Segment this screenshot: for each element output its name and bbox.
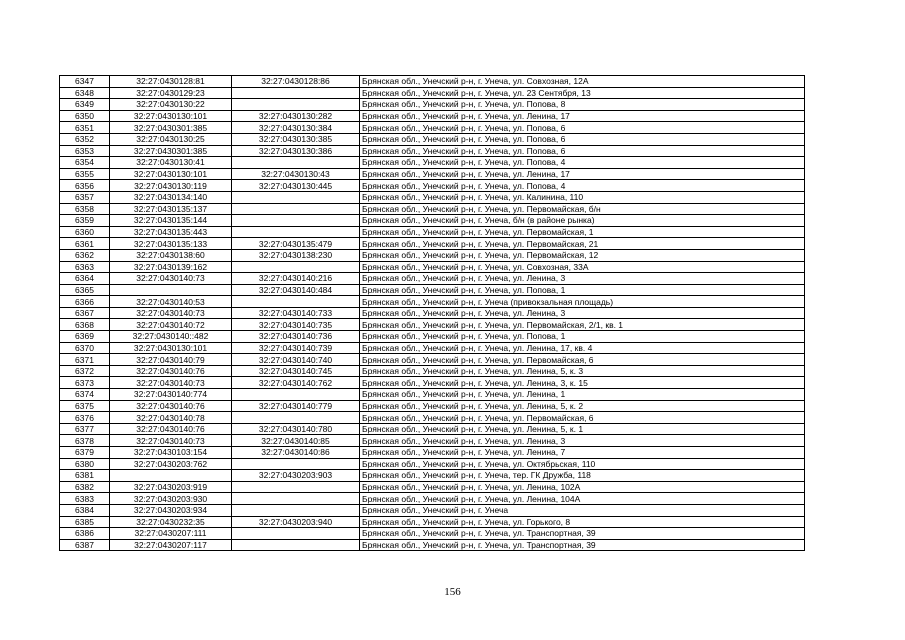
table-row: [60, 400, 805, 412]
address-cell: Брянская обл., Унечский р-н, г. Унеча, ул. Ленина, 17, кв. 4: [360, 342, 805, 354]
row-number-cell: 6381: [60, 470, 110, 482]
table-row: [60, 191, 805, 203]
address-cell: Брянская обл., Унечский р-н, г. Унеча, ул. Ленина, 1: [360, 389, 805, 401]
table-row: [60, 412, 805, 424]
row-number-cell: 6357: [60, 191, 110, 203]
cadastral-number-cell: 32:27:0430140:78: [110, 412, 232, 424]
cadastral-number-cell: 32:27:0430130:25: [110, 133, 232, 145]
related-cadastral-number-cell: 32:27:0430130:384: [232, 122, 360, 134]
address-cell: Брянская обл., Унечский р-н, г. Унеча, ул. Октябрьская, 110: [360, 458, 805, 470]
table-row: [60, 389, 805, 401]
table-row: [60, 122, 805, 134]
row-number-cell: 6371: [60, 354, 110, 366]
cadastral-number-cell: 32:27:0430232:35: [110, 516, 232, 528]
address-cell: Брянская обл., Унечский р-н, г. Унеча, ул. Попова, 6: [360, 145, 805, 157]
row-number-cell: 6362: [60, 249, 110, 261]
row-number-cell: 6370: [60, 342, 110, 354]
table-row: [60, 307, 805, 319]
page-number: 156: [444, 586, 461, 598]
related-cadastral-number-cell: 32:27:0430140:735: [232, 319, 360, 331]
table-row: [60, 168, 805, 180]
table-row: [60, 458, 805, 470]
address-cell: Брянская обл., Унечский р-н, г. Унеча, ул. Ленина, 102А: [360, 481, 805, 493]
table-row: [60, 528, 805, 540]
row-number-cell: 6360: [60, 226, 110, 238]
address-cell: Брянская обл., Унечский р-н, г. Унеча, ул. Первомайская, 1: [360, 226, 805, 238]
related-cadastral-number-cell: [232, 493, 360, 505]
row-number-cell: 6382: [60, 481, 110, 493]
address-cell: Брянская обл., Унечский р-н, г. Унеча, ул. Калинина, 110: [360, 191, 805, 203]
cadastral-number-cell: 32:27:0430140:73: [110, 307, 232, 319]
address-cell: Брянская обл., Унечский р-н, г. Унеча, ул. Ленина, 3: [360, 307, 805, 319]
cadastral-number-cell: 32:27:0430134:140: [110, 191, 232, 203]
row-number-cell: 6366: [60, 296, 110, 308]
address-cell: Брянская обл., Унечский р-н, г. Унеча, ул. Ленина, 104А: [360, 493, 805, 505]
row-number-cell: 6377: [60, 423, 110, 435]
row-number-cell: 6356: [60, 180, 110, 192]
related-cadastral-number-cell: 32:27:0430140:216: [232, 273, 360, 285]
related-cadastral-number-cell: 32:27:0430140:484: [232, 284, 360, 296]
table-row: [60, 516, 805, 528]
row-number-cell: 6365: [60, 284, 110, 296]
cadastral-number-cell: 32:27:0430140:72: [110, 319, 232, 331]
table-row: [60, 539, 805, 551]
cadastral-number-cell: 32:27:0430140:76: [110, 365, 232, 377]
address-cell: Брянская обл., Унечский р-н, г. Унеча, ул. Ленина, 17: [360, 168, 805, 180]
address-cell: Брянская обл., Унечский р-н, г. Унеча, ул. Ленина, 5, к. 3: [360, 365, 805, 377]
related-cadastral-number-cell: [232, 99, 360, 111]
row-number-cell: 6347: [60, 76, 110, 88]
table-row: [60, 110, 805, 122]
table-row: [60, 504, 805, 516]
row-number-cell: 6350: [60, 110, 110, 122]
cadastral-number-cell: [110, 284, 232, 296]
address-cell: Брянская обл., Унечский р-н, г. Унеча, ул. Попова, 4: [360, 157, 805, 169]
cadastral-number-cell: 32:27:0430130:101: [110, 342, 232, 354]
cadastral-number-cell: 32:27:0430135:133: [110, 238, 232, 250]
records-table-body: [60, 76, 805, 551]
table-row: [60, 145, 805, 157]
row-number-cell: 6359: [60, 215, 110, 227]
cadastral-number-cell: 32:27:0430139:162: [110, 261, 232, 273]
table-row: [60, 99, 805, 111]
row-number-cell: 6383: [60, 493, 110, 505]
row-number-cell: 6349: [60, 99, 110, 111]
row-number-cell: 6367: [60, 307, 110, 319]
address-cell: Брянская обл., Унечский р-н, г. Унеча, ул. Первомайская, 6: [360, 412, 805, 424]
table-row: [60, 296, 805, 308]
cadastral-number-cell: 32:27:0430130:41: [110, 157, 232, 169]
table-row: [60, 226, 805, 238]
cadastral-number-cell: 32:27:0430129:23: [110, 87, 232, 99]
related-cadastral-number-cell: 32:27:0430135:479: [232, 238, 360, 250]
table-row: [60, 215, 805, 227]
address-cell: Брянская обл., Унечский р-н, г. Унеча, ул. Ленина, 3: [360, 435, 805, 447]
row-number-cell: 6351: [60, 122, 110, 134]
related-cadastral-number-cell: [232, 157, 360, 169]
related-cadastral-number-cell: 32:27:0430140:779: [232, 400, 360, 412]
related-cadastral-number-cell: [232, 215, 360, 227]
table-row: [60, 470, 805, 482]
table-row: [60, 342, 805, 354]
cadastral-number-cell: 32:27:0430140:76: [110, 423, 232, 435]
related-cadastral-number-cell: [232, 261, 360, 273]
table-row: [60, 377, 805, 389]
related-cadastral-number-cell: [232, 412, 360, 424]
cadastral-number-cell: 32:27:0430140:79: [110, 354, 232, 366]
row-number-cell: 6374: [60, 389, 110, 401]
row-number-cell: 6386: [60, 528, 110, 540]
address-cell: Брянская обл., Унечский р-н, г. Унеча, ул. 23 Сентября, 13: [360, 87, 805, 99]
cadastral-number-cell: 32:27:0430140:76: [110, 400, 232, 412]
related-cadastral-number-cell: 32:27:0430128:86: [232, 76, 360, 88]
cadastral-number-cell: 32:27:0430140:73: [110, 273, 232, 285]
related-cadastral-number-cell: 32:27:0430203:903: [232, 470, 360, 482]
table-row: [60, 435, 805, 447]
address-cell: Брянская обл., Унечский р-н, г. Унеча, ул. Попова, 6: [360, 133, 805, 145]
address-cell: Брянская обл., Унечский р-н, г. Унеча, ул. Первомайская, 12: [360, 249, 805, 261]
table-row: [60, 365, 805, 377]
related-cadastral-number-cell: 32:27:0430203:940: [232, 516, 360, 528]
table-row: [60, 319, 805, 331]
related-cadastral-number-cell: 32:27:0430140:780: [232, 423, 360, 435]
row-number-cell: 6384: [60, 504, 110, 516]
address-cell: Брянская обл., Унечский р-н, г. Унеча, ул. Транспортная, 39: [360, 539, 805, 551]
table-row: [60, 354, 805, 366]
address-cell: Брянская обл., Унечский р-н, г. Унеча, б/н (в районе рынка): [360, 215, 805, 227]
cadastral-number-cell: 32:27:0430301:385: [110, 145, 232, 157]
cadastral-number-cell: 32:27:0430130:101: [110, 168, 232, 180]
row-number-cell: 6376: [60, 412, 110, 424]
address-cell: Брянская обл., Унечский р-н, г. Унеча, ул. Горького, 8: [360, 516, 805, 528]
related-cadastral-number-cell: 32:27:0430140:739: [232, 342, 360, 354]
related-cadastral-number-cell: 32:27:0430130:385: [232, 133, 360, 145]
address-cell: Брянская обл., Унечский р-н, г. Унеча, тер. ГК Дружба, 118: [360, 470, 805, 482]
row-number-cell: 6387: [60, 539, 110, 551]
address-cell: Брянская обл., Унечский р-н, г. Унеча, ул. Попова, 4: [360, 180, 805, 192]
table-row: [60, 157, 805, 169]
cadastral-number-cell: 32:27:0430203:930: [110, 493, 232, 505]
cadastral-number-cell: 32:27:0430203:762: [110, 458, 232, 470]
address-cell: Брянская обл., Унечский р-н, г. Унеча, ул. Первомайская, 6: [360, 354, 805, 366]
table-row: [60, 238, 805, 250]
related-cadastral-number-cell: 32:27:0430140:86: [232, 447, 360, 459]
row-number-cell: 6358: [60, 203, 110, 215]
cadastral-number-cell: 32:27:0430138:60: [110, 249, 232, 261]
address-cell: Брянская обл., Унечский р-н, г. Унеча, ул. Первомайская, б/н: [360, 203, 805, 215]
row-number-cell: 6361: [60, 238, 110, 250]
row-number-cell: 6352: [60, 133, 110, 145]
cadastral-number-cell: 32:27:0430207:111: [110, 528, 232, 540]
address-cell: Брянская обл., Унечский р-н, г. Унеча: [360, 504, 805, 516]
address-cell: Брянская обл., Унечский р-н, г. Унеча, ул. Ленина, 3: [360, 273, 805, 285]
related-cadastral-number-cell: 32:27:0430130:282: [232, 110, 360, 122]
row-number-cell: 6368: [60, 319, 110, 331]
row-number-cell: 6385: [60, 516, 110, 528]
related-cadastral-number-cell: [232, 296, 360, 308]
address-cell: Брянская обл., Унечский р-н, г. Унеча, ул. Совхозная, 33А: [360, 261, 805, 273]
cadastral-number-cell: 32:27:0430301:385: [110, 122, 232, 134]
address-cell: Брянская обл., Унечский р-н, г. Унеча, ул. Ленина, 5, к. 1: [360, 423, 805, 435]
cadastral-number-cell: 32:27:0430140:53: [110, 296, 232, 308]
related-cadastral-number-cell: 32:27:0430130:386: [232, 145, 360, 157]
related-cadastral-number-cell: [232, 528, 360, 540]
related-cadastral-number-cell: 32:27:0430138:230: [232, 249, 360, 261]
related-cadastral-number-cell: 32:27:0430140:733: [232, 307, 360, 319]
cadastral-number-cell: 32:27:0430103:154: [110, 447, 232, 459]
row-number-cell: 6373: [60, 377, 110, 389]
cadastral-number-cell: 32:27:0430128:81: [110, 76, 232, 88]
address-cell: Брянская обл., Унечский р-н, г. Унеча, ул. Ленина, 7: [360, 447, 805, 459]
address-cell: Брянская обл., Унечский р-н, г. Унеча (привокзальная площадь): [360, 296, 805, 308]
table-row: [60, 423, 805, 435]
cadastral-number-cell: 32:27:0430140:73: [110, 377, 232, 389]
related-cadastral-number-cell: 32:27:0430140:85: [232, 435, 360, 447]
cadastral-number-cell: 32:27:0430140:73: [110, 435, 232, 447]
address-cell: Брянская обл., Унечский р-н, г. Унеча, ул. Совхозная, 12А: [360, 76, 805, 88]
table-row: [60, 133, 805, 145]
related-cadastral-number-cell: 32:27:0430140:736: [232, 331, 360, 343]
related-cadastral-number-cell: [232, 389, 360, 401]
table-row: [60, 249, 805, 261]
cadastral-number-cell: 32:27:0430135:137: [110, 203, 232, 215]
cadastral-number-cell: 32:27:0430203:934: [110, 504, 232, 516]
address-cell: Брянская обл., Унечский р-н, г. Унеча, ул. Попова, 6: [360, 122, 805, 134]
related-cadastral-number-cell: 32:27:0430140:762: [232, 377, 360, 389]
related-cadastral-number-cell: 32:27:0430130:445: [232, 180, 360, 192]
row-number-cell: 6348: [60, 87, 110, 99]
address-cell: Брянская обл., Унечский р-н, г. Унеча, ул. Попова, 8: [360, 99, 805, 111]
address-cell: Брянская обл., Унечский р-н, г. Унеча, ул. Попова, 1: [360, 284, 805, 296]
address-cell: Брянская обл., Унечский р-н, г. Унеча, ул. Первомайская, 21: [360, 238, 805, 250]
row-number-cell: 6375: [60, 400, 110, 412]
address-cell: Брянская обл., Унечский р-н, г. Унеча, ул. Ленина, 5, к. 2: [360, 400, 805, 412]
row-number-cell: 6379: [60, 447, 110, 459]
related-cadastral-number-cell: 32:27:0430140:740: [232, 354, 360, 366]
table-row: [60, 284, 805, 296]
cadastral-number-cell: 32:27:0430207:117: [110, 539, 232, 551]
address-cell: Брянская обл., Унечский р-н, г. Унеча, ул. Транспортная, 39: [360, 528, 805, 540]
table-row: [60, 203, 805, 215]
table-row: [60, 76, 805, 88]
row-number-cell: 6364: [60, 273, 110, 285]
row-number-cell: 6380: [60, 458, 110, 470]
row-number-cell: 6372: [60, 365, 110, 377]
address-cell: Брянская обл., Унечский р-н, г. Унеча, ул. Ленина, 3, к. 15: [360, 377, 805, 389]
related-cadastral-number-cell: [232, 539, 360, 551]
related-cadastral-number-cell: [232, 191, 360, 203]
cadastral-number-cell: 32:27:0430130:101: [110, 110, 232, 122]
related-cadastral-number-cell: [232, 203, 360, 215]
cadastral-number-cell: 32:27:0430135:144: [110, 215, 232, 227]
row-number-cell: 6369: [60, 331, 110, 343]
table-row: [60, 273, 805, 285]
table-row: [60, 87, 805, 99]
cadastral-number-cell: 32:27:0430203:919: [110, 481, 232, 493]
related-cadastral-number-cell: 32:27:0430140:745: [232, 365, 360, 377]
address-cell: Брянская обл., Унечский р-н, г. Унеча, ул. Первомайская, 2/1, кв. 1: [360, 319, 805, 331]
cadastral-number-cell: 32:27:0430130:22: [110, 99, 232, 111]
table-row: [60, 331, 805, 343]
row-number-cell: 6355: [60, 168, 110, 180]
row-number-cell: 6378: [60, 435, 110, 447]
table-row: [60, 481, 805, 493]
cadastral-number-cell: [110, 470, 232, 482]
table-row: [60, 493, 805, 505]
cadastral-number-cell: 32:27:0430135:443: [110, 226, 232, 238]
address-cell: Брянская обл., Унечский р-н, г. Унеча, ул. Ленина, 17: [360, 110, 805, 122]
related-cadastral-number-cell: [232, 226, 360, 238]
address-cell: Брянская обл., Унечский р-н, г. Унеча, ул. Попова, 1: [360, 331, 805, 343]
row-number-cell: 6363: [60, 261, 110, 273]
records-table: [59, 75, 805, 551]
related-cadastral-number-cell: [232, 481, 360, 493]
related-cadastral-number-cell: [232, 458, 360, 470]
table-row: [60, 180, 805, 192]
related-cadastral-number-cell: [232, 504, 360, 516]
cadastral-number-cell: 32:27:0430140::482: [110, 331, 232, 343]
row-number-cell: 6353: [60, 145, 110, 157]
row-number-cell: 6354: [60, 157, 110, 169]
table-row: [60, 447, 805, 459]
cadastral-number-cell: 32:27:0430140:774: [110, 389, 232, 401]
table-row: [60, 261, 805, 273]
cadastral-number-cell: 32:27:0430130:119: [110, 180, 232, 192]
related-cadastral-number-cell: 32:27:0430130:43: [232, 168, 360, 180]
related-cadastral-number-cell: [232, 87, 360, 99]
